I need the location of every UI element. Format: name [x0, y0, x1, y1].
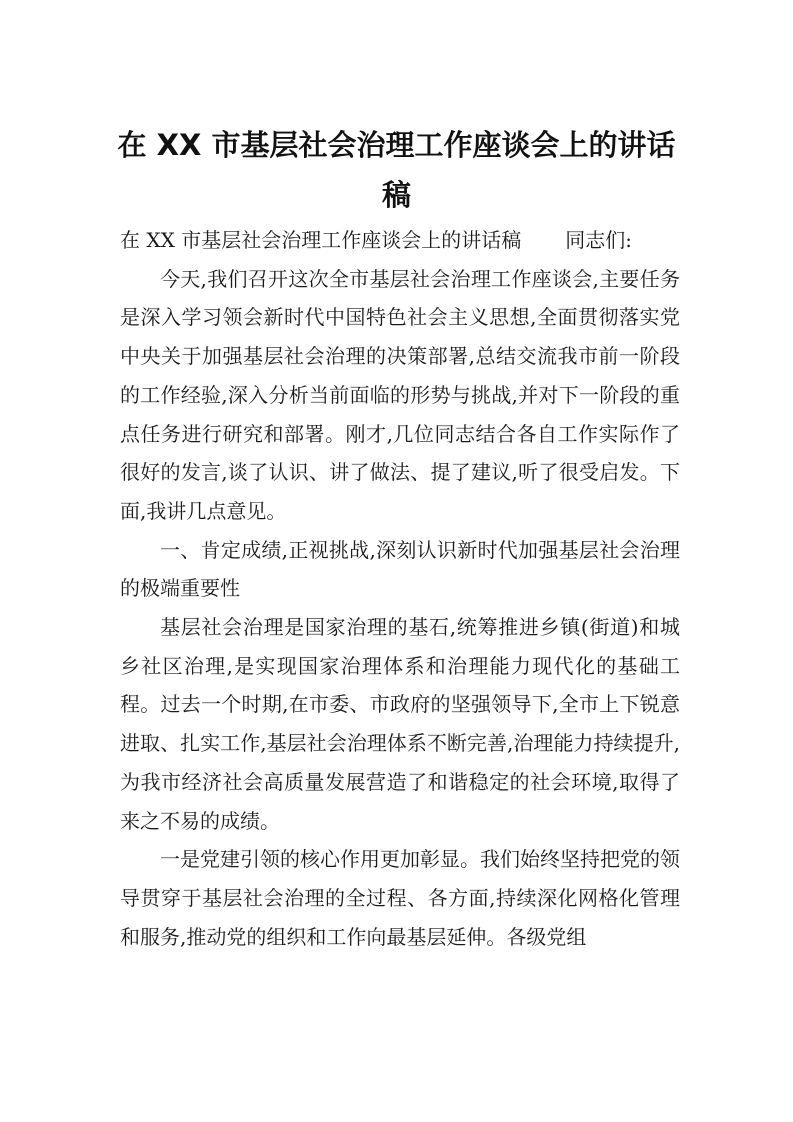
paragraph: 今天,我们召开这次全市基层社会治理工作座谈会,主要任务是深入学习领会新时代中国特色社会主义思想,全面贯彻落实党中央关于加强基层社会治理的决策部署,总结交流我市前一阶段的工作经验,深入分析当前面临的形势与挑战,并对下一阶段的重点任务进行研究和部署。刚才,几位同志结合各自工作实际作了很好的发言,谈了认识、讲了做法、提了建议,听了很受启发。下面,我讲几点意见。	[120, 266, 680, 523]
salutation: 同志们:	[565, 228, 632, 252]
title-line-2: 稿	[381, 178, 411, 212]
intro-title: 在 XX 市基层社会治理工作座谈会上的讲话稿	[120, 228, 522, 252]
paragraph: 基层社会治理是国家治理的基石,统筹推进乡镇(街道)和城乡社区治理,是实现国家治理体系和治理能力现代化的基础工程。过去一个时期,在市委、市政府的坚强领导下,全市上下锐意进取、扎实工作,基层社会治理体系不断完善,治理能力持续提升,为我市经济社会高质量发展营造了和谐稳定的社会环境,取得了来之不易的成绩。	[120, 615, 680, 833]
section-heading: 一、肯定成绩,正视挑战,深刻认识新时代加强基层社会治理的极端重要性	[120, 537, 680, 601]
title-line-1: 在 XX 市基层社会治理工作座谈会上的讲话	[117, 128, 676, 162]
document-title	[100, 120, 693, 220]
paragraph: 一是党建引领的核心作用更加彰显。我们始终坚持把党的领导贯穿于基层社会治理的全过程、各方面,持续深化网格化管理和服务,推动党的组织和工作向最基层延伸。各级党组	[120, 847, 680, 949]
document-body	[120, 221, 680, 956]
intro-line	[120, 221, 680, 260]
